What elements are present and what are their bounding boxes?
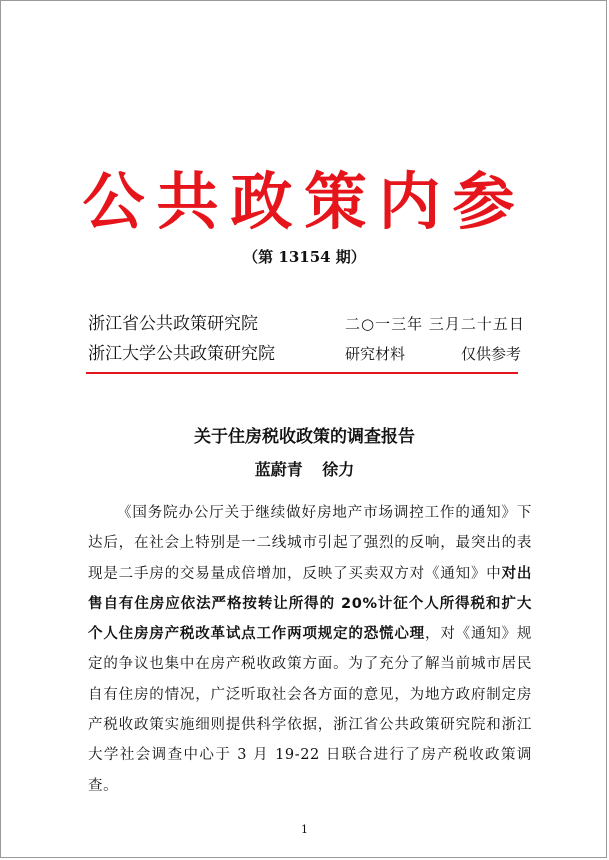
publisher-org-1: 浙江省公共政策研究院 — [88, 314, 258, 334]
page-number: 1 — [301, 823, 308, 836]
reference-label: 仅供参考 — [461, 345, 522, 363]
issue-number: （第 13154 期） — [243, 248, 366, 266]
masthead-title: 公共政策内参 — [82, 165, 527, 238]
report-title: 关于住房税收政策的调查报告 — [194, 427, 415, 447]
header-divider — [86, 372, 518, 374]
publish-date: 二○一三年 三月二十五日 — [345, 315, 525, 333]
paragraph-part-1: 《国务院办公厅关于继续做好房地产市场调控工作的通知》下达后，在社会上特别是一二线城市引起了强烈的反响，最突出的表现是二手房的交易量成倍增加，反映了买卖双方对《通知》中 — [88, 505, 532, 582]
body-paragraph — [88, 498, 532, 801]
publisher-org-2: 浙江大学公共政策研究院 — [88, 344, 275, 364]
paragraph-bold-part: 对出售自有住房应依法严格按转让所得的 20%计征个人所得税和扩大个人住房房产税改革试点工作两项规定的恐慌心理 — [88, 565, 532, 643]
material-label: 研究材料 — [345, 345, 406, 363]
report-authors: 蓝蔚青 徐力 — [254, 460, 355, 479]
paragraph-part-2: ，对《通知》规定的争议也集中在房产税收政策方面。为了充分了解当前城市居民自有住房的情况，广泛听取社会各方面的意见，为地方政府制定房产税收政策实施细则提供科学依据，浙江省公共政策研究院和浙江大学社会调查中心于 3 月 19-22 日联合进行了房产税收政策调查。 — [88, 626, 533, 794]
